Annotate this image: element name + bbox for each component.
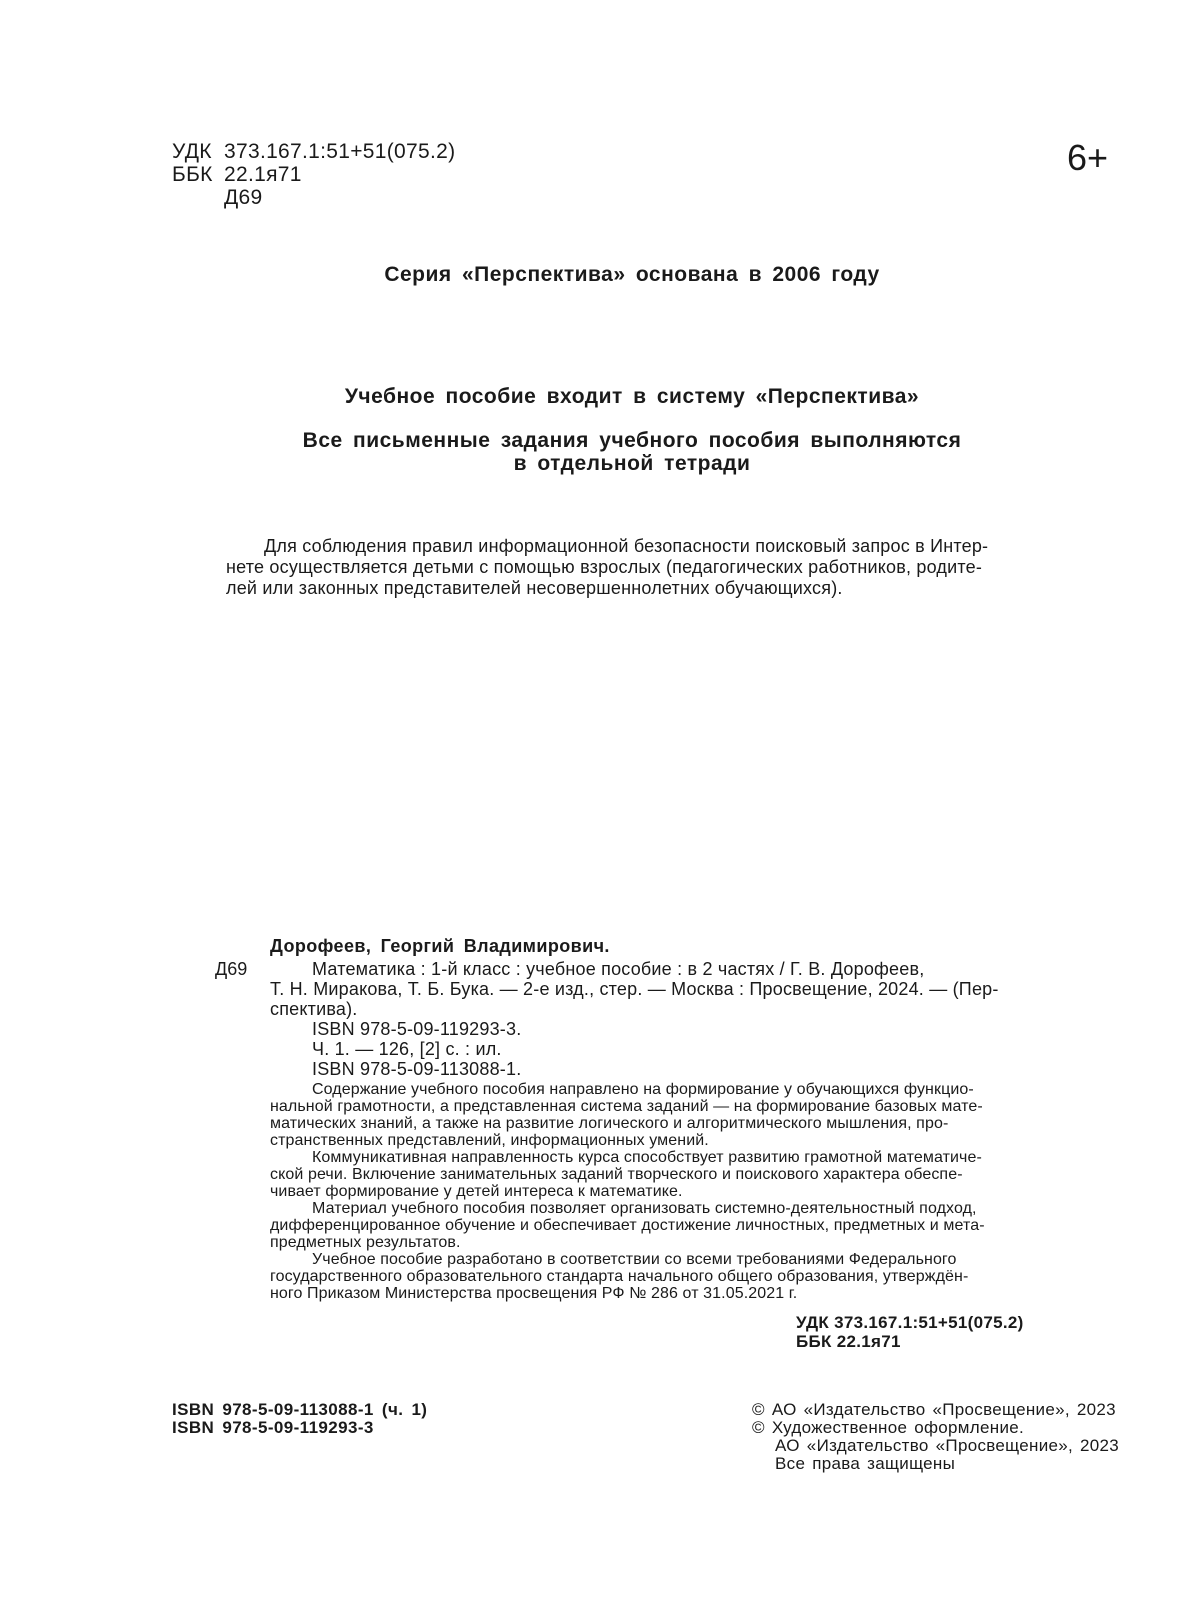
annotation-line: ного Приказом Министерства просвещения РФ № 286 от 31.05.2021 г.	[270, 1285, 798, 1302]
isbn-block	[172, 1401, 427, 1437]
annotation-line: Содержание учебного пособия направлено на формирование у обучающихся функцио-	[312, 1081, 974, 1098]
copyright-block	[752, 1401, 1119, 1473]
age-rating: 6+	[1066, 137, 1108, 178]
notebook-note-line: в отдельной тетради	[513, 452, 751, 475]
annotation-line: нальной грамотности, а представленная система заданий — на формирование базовых мате-	[270, 1098, 983, 1115]
card-udk: УДК 373.167.1:51+51(075.2)	[796, 1313, 1024, 1332]
notebook-note	[32, 429, 1200, 475]
safety-note-line: нете осуществляется детьми с помощью взрослых (педагогических работников, родите-	[226, 557, 983, 577]
card-title-line: спектива).	[270, 999, 358, 1019]
annotation-line: Учебное пособие разработано в соответствии со всеми требованиями Федерального	[312, 1251, 957, 1268]
annotation-line: дифференцированное обучение и обеспечивает достижение личностных, предметных и мета-	[270, 1217, 985, 1234]
udk-label: УДК	[172, 140, 212, 163]
safety-note-line: Для соблюдения правил информационной безопасности поисковый запрос в Интер-	[264, 536, 989, 556]
annotation-line: государственного образовательного стандарта начального общего образования, утверждён-	[270, 1268, 969, 1285]
copyright-line: © АО «Издательство «Просвещение», 2023	[752, 1400, 1116, 1419]
card-title-line: Математика : 1-й класс : учебное пособие : в 2 частях / Г. В. Дорофеев,	[312, 959, 925, 979]
udk-value: 373.167.1:51+51(075.2)	[224, 140, 456, 163]
card-part-info: Ч. 1. — 126, [2] с. : ил.	[312, 1039, 502, 1059]
author-mark: Д69	[224, 186, 263, 209]
card-title-line: Т. Н. Миракова, Т. Б. Бука. — 2-е изд., стер. — Москва : Просвещение, 2024. — (Пер-	[270, 979, 999, 999]
card-isbn-set: ISBN 978-5-09-119293-3.	[312, 1019, 522, 1039]
bbk-value: 22.1я71	[224, 163, 302, 186]
safety-note-line: лей или законных представителей несовершеннолетних обучающихся).	[226, 578, 843, 598]
annotation-line: Материал учебного пособия позволяет организовать системно-деятельностный подход,	[312, 1200, 977, 1217]
card-indices	[796, 1313, 1024, 1351]
annotation-line: матических знаний, а также на развитие логического и алгоритмического мышления, про-	[270, 1115, 949, 1132]
card-author-mark: Д69	[215, 959, 248, 979]
copyright-line: АО «Издательство «Просвещение», 2023	[775, 1436, 1120, 1455]
copyright-line: © Художественное оформление.	[752, 1418, 1025, 1437]
rights-reserved: Все права защищены	[775, 1454, 956, 1473]
series-note: Серия «Перспектива» основана в 2006 году	[384, 263, 880, 286]
isbn-set-line: ISBN 978-5-09-119293-3	[172, 1418, 374, 1437]
annotation-line: странственных представлений, информационных умений.	[270, 1132, 709, 1149]
bbk-row	[172, 163, 455, 186]
bbk-label: ББК	[172, 163, 213, 186]
classification-block	[172, 140, 455, 209]
card-author-heading: Дорофеев, Георгий Владимирович.	[270, 936, 610, 956]
annotation-line: предметных результатов.	[270, 1234, 461, 1251]
card-isbn-part: ISBN 978-5-09-113088-1.	[312, 1059, 522, 1079]
udk-row	[172, 140, 455, 163]
card-bbk: ББК 22.1я71	[796, 1332, 901, 1351]
card-annotation	[270, 1081, 1060, 1302]
notebook-note-line: Все письменные задания учебного пособия выполняются	[302, 429, 962, 452]
safety-note	[226, 536, 1026, 599]
annotation-line: ской речи. Включение занимательных заданий творческого и поискового характера обеспе-	[270, 1166, 963, 1183]
isbn-part-line: ISBN 978-5-09-113088-1 (ч. 1)	[172, 1400, 428, 1419]
annotation-line: чивает формирование у детей интереса к математике.	[270, 1183, 683, 1200]
system-note: Учебное пособие входит в систему «Перспектива»	[344, 385, 920, 408]
annotation-line: Коммуникативная направленность курса способствует развитию грамотной математиче-	[312, 1149, 982, 1166]
card-body	[270, 959, 1070, 1079]
